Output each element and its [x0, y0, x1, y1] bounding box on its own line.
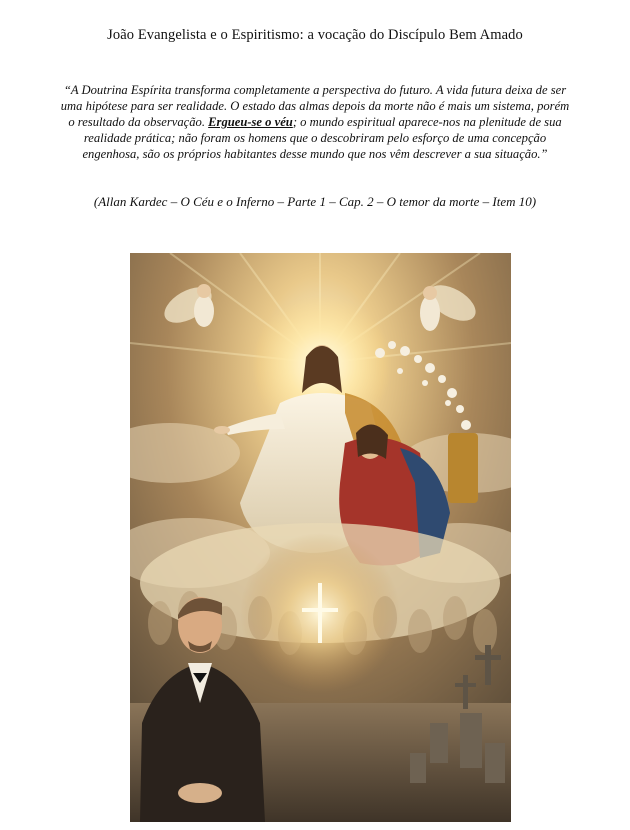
- page-title: João Evangelista e o Espiritismo: a vocação do Discípulo Bem Amado: [107, 27, 523, 43]
- epigraph-quote: [60, 82, 570, 162]
- illustration-painting: [130, 253, 511, 822]
- quote-text-before: “A Doutrina Espírita transforma completamente a perspectiva do futuro. A vida futura deixa de ser uma hipótese para ser realidade. O estado das almas depois da morte não é mais um sistema, porém o resultado da observação.: [60, 83, 570, 129]
- quote-text-after: ; o mundo espiritual aparece-nos na plenitude de sua realidade prática; não foram os homens que o descobriram pelo esforço de uma concepção engenhosa, são os próprios habitantes desse mundo que nos vêm descrever a sua situação.”: [82, 115, 562, 161]
- quote-citation: (Allan Kardec – O Céu e o Inferno – Parte 1 – Cap. 2 – O temor da morte – Item 10): [93, 194, 537, 209]
- throne: [448, 433, 478, 503]
- quote-emphasis: Ergueu-se o véu: [208, 115, 293, 129]
